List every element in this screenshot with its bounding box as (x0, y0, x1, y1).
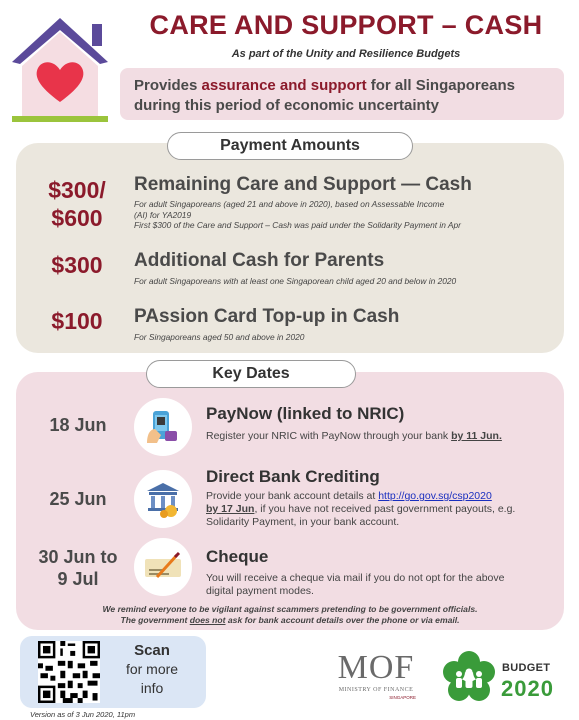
budget-label: BUDGET (502, 662, 551, 674)
payment-amounts-heading: Payment Amounts (167, 132, 413, 160)
version-note: Version as of 3 Jun 2020, 11pm (30, 710, 136, 719)
payment-desc-remaining (134, 199, 461, 231)
payment-title-passion: PAssion Card Top-up in Cash (134, 306, 400, 327)
cheque-icon (134, 538, 192, 596)
csp2020-link[interactable]: http://go.gov.sg/csp2020 (378, 490, 492, 502)
payment-title-remaining: Remaining Care and Support — Cash (134, 174, 472, 195)
bank-icon (134, 470, 192, 528)
desc-text: Provide your bank account details at (206, 490, 379, 502)
date-line2: 9 Jul (57, 569, 99, 589)
date-cheque (18, 546, 138, 590)
provides-line2: during this period of economic uncertainty (134, 97, 440, 114)
desc-text: Register your NRIC with PayNow through your bank (206, 430, 452, 442)
warning-text: ask for bank account details over the phone or via email. (225, 615, 460, 625)
warning-emphasis: does not (189, 615, 226, 625)
warning-text: The government (120, 615, 190, 625)
desc-bold: by 11 Jun. (451, 430, 502, 442)
desc-text: You will receive a cheque via mail if you do not opt for the above (206, 572, 505, 584)
scan-line2: for more (125, 661, 179, 677)
cheque-title: Cheque (206, 547, 269, 566)
desc-bold: by 17 Jun (206, 503, 255, 515)
page-title: CARE AND SUPPORT – CASH (149, 10, 543, 40)
provides-banner (120, 68, 564, 120)
date-line1: 30 Jun to (38, 547, 118, 567)
payment-title-parents: Additional Cash for Parents (134, 250, 385, 271)
paynow-desc (206, 430, 502, 443)
payment-desc-passion: For Singaporeans aged 50 and above in 2020 (134, 332, 305, 342)
desc-text: digital payment modes. (206, 585, 314, 597)
amount-passion: $100 (51, 308, 103, 334)
amount-remaining (22, 176, 132, 232)
desc-line: (AI) for YA2019 (134, 209, 192, 220)
payment-desc-parents: For adult Singaporeans with at least one Singaporean child aged 20 and below in 2020 (134, 276, 457, 286)
mof-logo-country: SINGAPORE (389, 695, 416, 700)
house-heart-icon (8, 14, 112, 124)
cheque-desc (206, 572, 504, 598)
desc-line: First $300 of the Care and Support – Cash was paid under the Solidarity Payment in Apr (134, 220, 461, 230)
warning-line1: We remind everyone to be vigilant against scammers pretending to be government officials. (102, 604, 478, 614)
budget-2020-logo-icon (442, 650, 496, 704)
scan-for-info-text (112, 641, 192, 698)
scam-warning (30, 604, 550, 626)
desc-text: , if you have not received past government payouts, e.g. (254, 503, 516, 515)
provides-text-post: for all Singaporeans (366, 77, 515, 94)
amount-line2: $600 (51, 205, 103, 231)
mof-logo-subtitle: MINISTRY OF FINANCE (338, 687, 414, 693)
date-bank: 25 Jun (49, 489, 107, 509)
date-paynow: 18 Jun (49, 415, 107, 435)
desc-line: For adult Singaporeans (aged 21 and above in 2020), based on Assessable Income (134, 199, 445, 209)
paynow-phone-icon (134, 398, 192, 456)
key-dates-heading: Key Dates (146, 360, 356, 388)
bank-desc (206, 490, 515, 529)
paynow-title: PayNow (linked to NRIC) (206, 404, 405, 423)
mof-logo: MOF (337, 649, 415, 686)
page-subtitle: As part of the Unity and Resilience Budgets (231, 48, 461, 60)
budget-year: 2020 (501, 676, 554, 701)
desc-text: Solidarity Payment, in your bank account. (206, 516, 400, 528)
provides-highlight: assurance and support (201, 77, 367, 94)
qr-code-icon[interactable] (38, 641, 100, 703)
scan-line3: info (140, 680, 164, 696)
bank-title: Direct Bank Crediting (206, 467, 380, 486)
amount-parents: $300 (51, 252, 103, 278)
provides-text: Provides (134, 77, 202, 94)
scan-label: Scan (134, 642, 170, 659)
amount-line1: $300/ (48, 177, 106, 203)
